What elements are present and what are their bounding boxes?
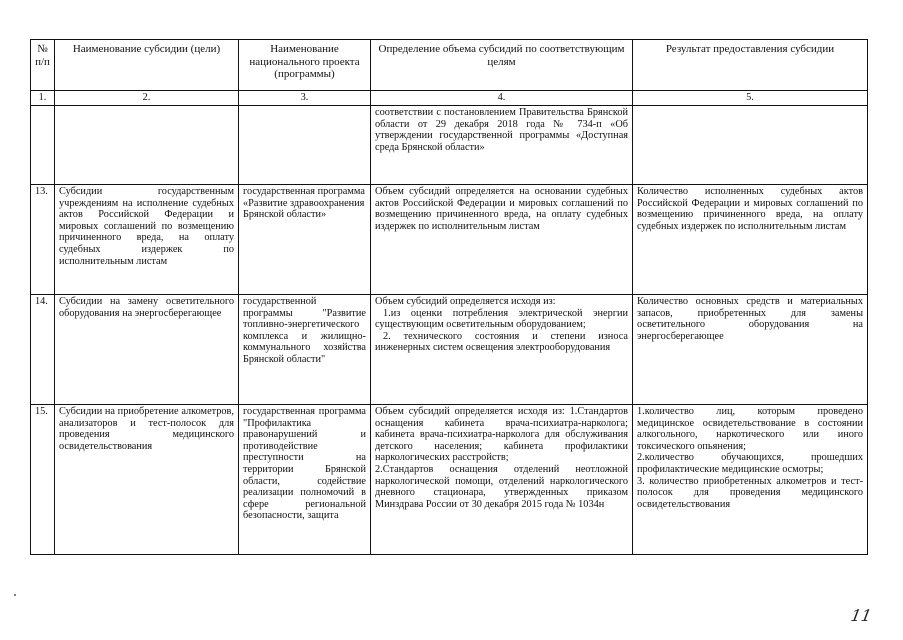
subsidy-name: Субсидии на приобретение алкометров, анализаторов и тест-полосок для проведения медицинского освидетельствования — [55, 405, 239, 555]
result — [633, 295, 868, 405]
result-paragraph: 1.количество лиц, которым проведено медицинское освидетельствование в состоянии алкогольного, наркотического или иного токсического опьянения; — [637, 406, 863, 452]
determination — [371, 295, 633, 405]
result-paragraph: Количество основных средств и материальных запасов, приобретенных для замены осветительного оборудования на энергосберегающее — [637, 296, 863, 342]
continuation-empty — [633, 106, 868, 185]
header-subsidy-name: Наименование субсидии (цели) — [55, 40, 239, 91]
determination-paragraph: 2. технического состояния и степени износа инженерных систем освещения электрооборудования — [375, 330, 628, 354]
subsidy-name: Субсидии государственным учреждениям на исполнение судебных актов Российской Федерации и мировых соглашений по возмещению причиненного вреда, на оплату судебных издержек по исполнительным листам — [55, 185, 239, 295]
determination-paragraph: Объем субсидий определяется на основании судебных актов Российской Федерации и мировых соглашений по возмещению причиненного вреда, на оплату судебных издержек по исполнительным листам — [375, 186, 628, 232]
determination — [371, 185, 633, 295]
subsidy-table — [30, 39, 868, 555]
header-program-name: Наименование национального проекта (программы) — [239, 40, 371, 91]
result — [633, 405, 868, 555]
table-row — [31, 295, 868, 405]
program-name: государственной программы "Развитие топливно-энергетического комплекса и жилищно-коммунального хозяйства Брянской области" — [239, 295, 371, 405]
header-determination: Определение объема субсидий по соответствующим целям — [371, 40, 633, 91]
index-cell: 3. — [239, 91, 371, 106]
continuation-empty — [31, 106, 55, 185]
continuation-row — [31, 106, 868, 185]
header-row — [31, 40, 868, 91]
result-paragraph: Количество исполненных судебных актов Российской Федерации и мировых соглашений по возмещению причиненного вреда, на оплату судебных издержек по исполнительным листам — [637, 186, 863, 232]
continuation-determination: соответствии с постановлением Правительства Брянской области от 29 декабря 2018 года № 734-п «Об утверждении государственной программы «Доступная среда Брянской области» — [371, 106, 633, 185]
header-result: Результат предоставления субсидии — [633, 40, 868, 91]
index-cell: 1. — [31, 91, 55, 106]
table-row — [31, 185, 868, 295]
determination-paragraph: 1.из оценки потребления электрической энергии существующим осветительным оборудованием; — [375, 307, 628, 331]
index-cell: 5. — [633, 91, 868, 106]
index-cell: 4. — [371, 91, 633, 106]
determination — [371, 405, 633, 555]
continuation-empty — [55, 106, 239, 185]
result — [633, 185, 868, 295]
row-number: 15. — [31, 405, 55, 555]
determination-paragraph: Объем субсидий определяется исходя из: — [375, 296, 556, 307]
index-cell: 2. — [55, 91, 239, 106]
row-number: 13. — [31, 185, 55, 295]
continuation-empty — [239, 106, 371, 185]
page-mark: 11 — [849, 606, 874, 625]
table-row — [31, 405, 868, 555]
header-number: № п/п — [31, 40, 55, 91]
scan-speck — [14, 594, 16, 596]
determination-paragraph: 2.Стандартов оснащения отделений неотложной наркологической помощи, отделений наркологического дневного стационара, утвержденных приказом Минздрава России от 30 декабря 2015 года № 1034н — [375, 463, 628, 510]
subsidy-name: Субсидии на замену осветительного оборудования на энергосберегающее — [55, 295, 239, 405]
index-row — [31, 91, 868, 106]
program-name: государственная программа «Развитие здравоохранения Брянской области» — [239, 185, 371, 295]
determination-paragraph: Объем субсидий определяется исходя из: 1.Стандартов оснащения кабинета врача-психиатра-нарколога; кабинета врача-психиатра-нарколога для обслуживания детского населения; кабинета профилактики наркологических расстройств; — [375, 406, 628, 464]
program-name: государственная программа "Профилактика правонарушений и противодействие преступности на территории Брянской области, содействие реализации полномочий в сфере региональной безопасности, защита — [239, 405, 371, 555]
result-paragraph: 3. количество приобретенных алкометров и тест-полосок для проведения медицинского освидетельствования — [637, 475, 863, 510]
result-paragraph: 2.количество обучающихся, прошедших профилактические медицинские осмотры; — [637, 452, 863, 475]
row-number: 14. — [31, 295, 55, 405]
